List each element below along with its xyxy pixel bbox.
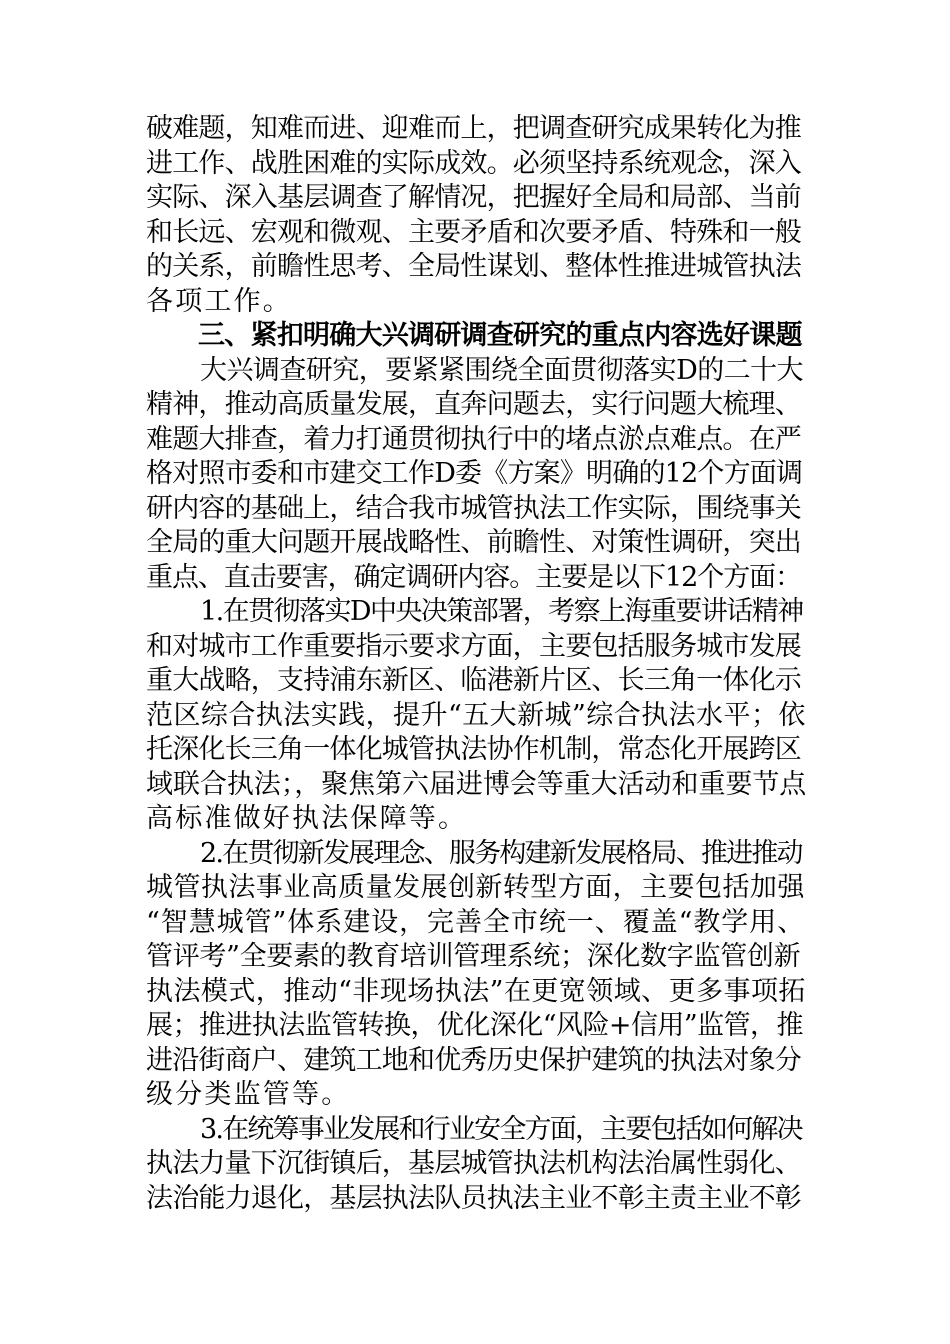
body-line: 管评考”全要素的教育培训管理系统；深化数字监管创新 <box>146 941 801 972</box>
body-line: 难题大排查，着力打通贯彻执行中的堵点淤点难点。在严 <box>146 423 801 455</box>
body-line: 格对照市委和市建交工作D委《方案》明确的12个方面调 <box>146 458 803 489</box>
body-line: 高标准做好执法保障等。 <box>146 803 468 834</box>
body-line: 和对城市工作重要指示要求方面，主要包括服务城市发展 <box>146 630 801 662</box>
body-line: 重大战略，支持浦东新区、临港新片区、长三角一体化示 <box>146 665 801 696</box>
body-line: 法治能力退化，基层执法队员执法主业不彰主责主业不彰 <box>146 1182 801 1214</box>
body-line: 城管执法事业高质量发展创新转型方面，主要包括加强 <box>146 872 805 903</box>
list-item-1-first-line: 1.在贯彻落实D中央决策部署，考察上海重要讲话精神 <box>200 596 803 627</box>
body-line: “智慧城管”体系建设，完善全市统一、覆盖“教学用、 <box>146 906 806 938</box>
body-line: 展；推进执法监管转换，优化深化“风险+信用”监管，推 <box>146 1010 803 1041</box>
section-heading: 三、紧扣明确大兴调研调查研究的重点内容选好课题 <box>198 320 802 351</box>
list-item-3-first-line: 3.在统筹事业发展和行业安全方面，主要包括如何解决 <box>200 1113 802 1145</box>
body-line: 级分类监管等。 <box>146 1079 351 1110</box>
body-line: 执法力量下沉街镇后，基层城管执法机构法治属性弱化、 <box>146 1148 801 1179</box>
body-line: 域联合执法；，聚焦第六届进博会等重大活动和重要节点 <box>146 768 807 800</box>
body-line: 全局的重大问题开展战略性、前瞻性、对策性调研，突出 <box>146 527 801 558</box>
paragraph-first-line: 大兴调查研究，要紧紧围绕全面贯彻落实D的二十大 <box>200 354 803 386</box>
body-line: 进沿街商户、建筑工地和优秀历史保护建筑的执法对象分 <box>146 1044 801 1076</box>
body-line: 进工作、战胜困难的实际成效。必须坚持系统观念，深入 <box>146 147 801 179</box>
body-line: 的关系，前瞻性思考、全局性谋划、整体性推进城管执法 <box>146 251 801 282</box>
body-line: 精神，推动高质量发展，直奔问题去，实行问题大梳理、 <box>146 389 801 420</box>
list-item-2-first-line: 2.在贯彻新发展理念、服务构建新发展格局、推进推动 <box>200 837 802 869</box>
body-line: 实际、深入基层调查了解情况，把握好全局和局部、当前 <box>146 182 801 213</box>
body-line: 托深化长三角一体化城管执法协作机制，常态化开展跨区 <box>146 734 801 765</box>
body-line: 执法模式，推动“非现场执法”在更宽领域、更多事项拓 <box>146 975 806 1007</box>
document-page <box>146 112 806 1216</box>
body-line: 和长远、宏观和微观、主要矛盾和次要矛盾、特殊和一般 <box>146 216 801 248</box>
body-line: 范区综合执法实践，提升“五大新城”综合执法水平；依 <box>146 699 806 731</box>
body-line: 破难题，知难而进、迎难而上，把调查研究成果转化为推 <box>146 113 801 144</box>
body-line: 各项工作。 <box>146 285 292 317</box>
body-line: 研内容的基础上，结合我市城管执法工作实际，围绕事关 <box>146 492 801 524</box>
body-line: 重点、直击要害，确定调研内容。主要是以下12个方面： <box>146 561 802 593</box>
